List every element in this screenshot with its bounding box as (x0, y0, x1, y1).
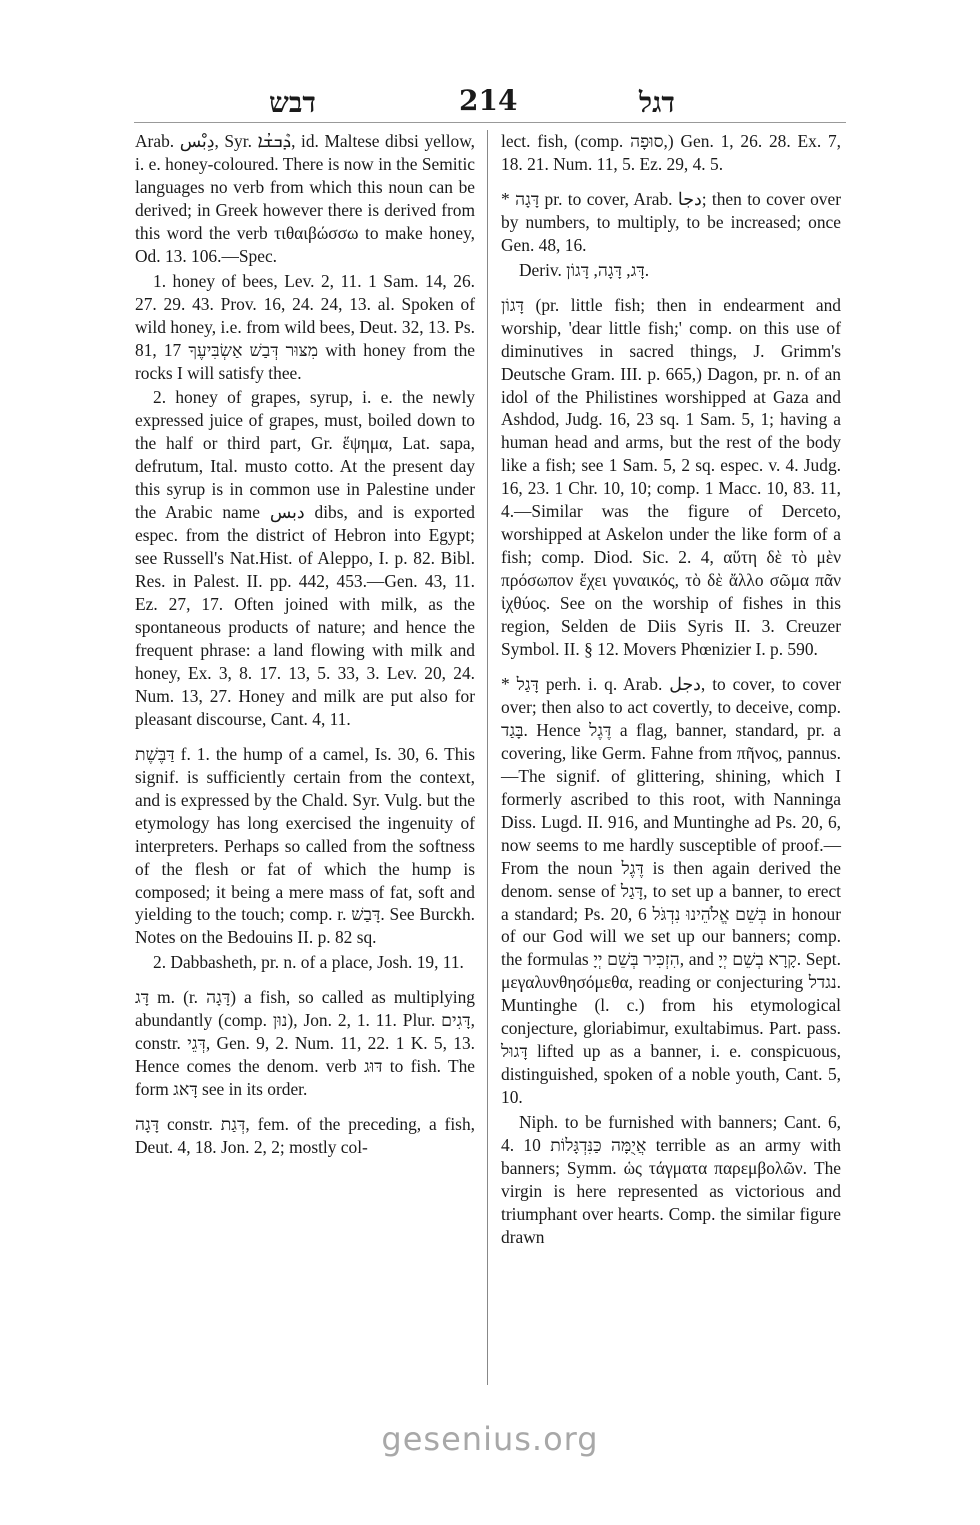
entry-dagal: * דָּגַל perh. i. q. Arab. دجل, to cover, to cover over; then also to act covertly, to deceive, comp. בָּגַד. Hence דֶּגֶל a flag, banner, standard, pr. a covering, like Germ. Fahne from πῆνος, pannus.—The signif. of glittering, shining, which I formerly ascribed to this root, with Nanninga Diss. Lugd. II. 916, and Muntinghe ad Ps. 20, 6, now seems to me hardly susceptible of proof.—From the noun דֶּגֶל is then again derived the denom. sense of דָּגַל, to set up a banner, to erect a standard; Ps. 20, 6 בְּשֵׁם אֱלֹהֵינוּ נִדְגֹּל in honour of our God will we set up our banners; comp. the formulas הִזְכִּיר בְּשֵׁם יְיָ, and קָרָא בְשֵׁם יְיָ. Sept. μεγαλυνθησόμεθα, reading or conjecturing נגדל. Muntinghe (l. c.) from his etymological conjecture, gloriabimur, exultabimus. Part. pass. דָּגוּל lifted up as a banner, i. e. conspicuous, distinguished, spoken of a noble youth, Cant. 5, 10. (501, 673, 841, 1108)
header-right-hebrew: דגל (639, 86, 675, 119)
paragraph: 2. honey of grapes, syrup, i. e. the newly expressed juice of grapes, must, boiled down to the half or third part, Gr. ἕψημα, Lat. sapa, defrutum, Ital. musto cotto. At the present day this syrup is in common use in Palestine under the Arabic name دبس dibs, and is exported espec. from the district of Hebron into Egypt; see Russell's Nat.Hist. of Aleppo, I. p. 82. Bibl. Res. in Palest. II. pp. 442, 453.—Gen. 43, 11. Ez. 27, 17. Often joined with milk, as the spontaneous products of nature; and hence the frequent phrase: a land flowing with milk and honey, Ex. 3, 8. 17. 13, 5. 33, 3. Lev. 20, 24. Num. 13, 27. Honey and milk are put also for pleasant discourse, Cant. 4, 11. (135, 387, 475, 729)
left-column (135, 130, 475, 1159)
right-column (501, 130, 841, 1249)
entry-dagon: דָּגוֹן (pr. little fish; then in endearment and worship, 'dear little fish;' comp. on this use of diminutives in sacred things, J. Grimm's Deutsche Gram. III. p. 665,) Dagon, pr. n. of an idol of the Philistines worshipped at Gaza and Ashdod, Judg. 16, 23 sq. 1 Sam. 5, 1; having a human head and arms, but the rest of the body like a fish; see 1 Sam. 5, 2 sq. espec. v. 4. Judg. 16, 23. 1 Chr. 10, 10; comp. 1 Macc. 10, 83. 11, 4.—Similar was the figure of Derceto, worshipped at Askelon under the like form of a fish; comp. Diod. Sic. 2. 4, αὕτη δὲ τὸ μὲν πρόσωπον ἔχει γυναικός, τὸ δὲ ἄλλο σῶμα πᾶν ἰχθύος. See on the worship of fishes in this region, Selden de Diis Syris II. 3. Creuzer Symbol. II. § 12. Movers Phœnizier I. p. 590. (501, 294, 841, 660)
paragraph: Deriv. דָּג, דָּגָה, דָּגוֹן. (519, 259, 650, 280)
paragraph: Arab. دِبْس, Syr. ܕܶܒܫܳܐ, id. Maltese dibsi yellow, i. e. honey-coloured. There is now in the Semitic languages no verb from which this noun can be derived; in Greek however there is derived from this word the verb τιθαιβώσσω to make honey, Od. 13. 106.—Spec. (135, 131, 475, 266)
paragraph: 2. Dabbasheth, pr. n. of a place, Josh. 19, 11. (153, 952, 464, 973)
site-watermark: gesenius.org (381, 1420, 599, 1458)
entry-dagah-verb: * דָּגָה pr. to cover, Arab. دجا; then to cover over by numbers, to multiply, to be increased; once Gen. 48, 16. (501, 188, 842, 255)
page-header (134, 82, 846, 122)
paragraph: lect. fish, (comp. סוּפָה,) Gen. 1, 26. 28. Ex. 7, 18. 21. Num. 11, 5. Ez. 29, 4. 5. (501, 131, 842, 174)
paragraph: Niph. to be furnished with banners; Cant. 6, 4. 10 אֲיֻמָּה כַּנִּדְגָּלוֹת terrible as an army with banners; Symm. ὡς τάγματα παρεμβολῶν. The virgin is here represented as victorious and triumphant over hearts. Comp. the similar figure drawn (501, 1112, 841, 1247)
header-left-hebrew: דבש (269, 86, 316, 119)
entry-dabbesheth: דַּבֶּשֶׁת f. 1. the hump of a camel, Is. 30, 6. This signif. is sufficiently certain from the context, and is expressed by the Chald. Syr. Vulg. but the etymology has long exercised the ingenuity of interpreters. Perhaps so called from the softness of the flesh or fat of which the hump is composed; it being a mere mass of fat, soft and yielding to the touch; comp. r. דָּבַשׁ. See Burckh. Notes on the Bedouins II. p. 82 sq. (135, 743, 475, 948)
entry-dag: דָּג m. (r. דָּגָה) a fish, so called as multiplying abundantly (comp. נוּן), Jon. 2, 1. 11. Plur. דָּגִים, constr. דְּגֵי, Gen. 9, 2. Num. 11, 22. 1 K. 5, 13. Hence comes the denom. verb דּוּג to fish. The form דָּאג see in its order. (135, 987, 475, 1100)
entry-dagah: דָּגָה constr. דְּגַת, fem. of the preceding, a fish, Deut. 4, 18. Jon. 2, 2; mostly col- (135, 1114, 475, 1158)
paragraph: 1. honey of bees, Lev. 2, 11. 1 Sam. 14, 26. 27. 29. 43. Prov. 16, 24. 24, 13. al. Spoken of wild honey, i.e. from wild bees, Deut. 32, 13. Ps. 81, 17 מִצּוּר דְּבַשׁ אַשְׂבִּיעֶךָ with honey from the rocks I will satisfy thee. (135, 270, 475, 383)
column-divider (487, 130, 488, 1385)
header-rule (134, 122, 846, 123)
page-number: 214 (459, 84, 518, 117)
